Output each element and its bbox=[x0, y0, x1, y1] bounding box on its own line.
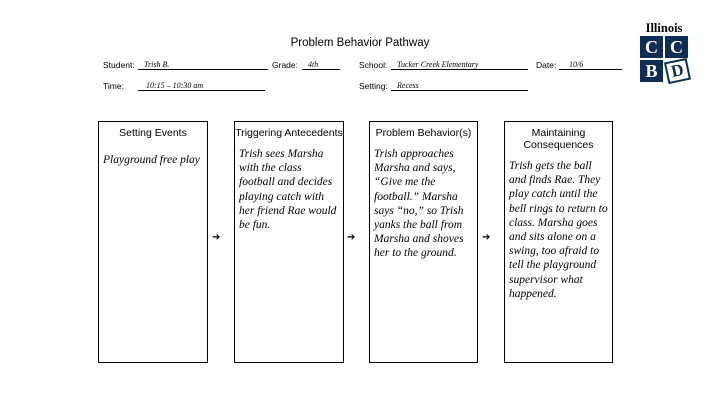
student-value: Trish B. bbox=[138, 60, 268, 70]
maintaining-consequences-box bbox=[504, 121, 613, 363]
school-value: Tucker Creek Elementary bbox=[391, 60, 528, 70]
setting-value: Recess bbox=[391, 81, 528, 91]
date-field bbox=[536, 60, 622, 70]
arrow-icon: ➔ bbox=[347, 232, 356, 243]
problem-behavior-heading: Problem Behavior(s) bbox=[375, 127, 472, 139]
problem-behavior-box bbox=[369, 121, 478, 363]
illinois-ccbd-logo bbox=[636, 21, 692, 82]
school-field bbox=[359, 60, 528, 70]
setting-events-heading: Setting Events bbox=[119, 127, 187, 139]
setting-field bbox=[359, 81, 528, 91]
arrow-icon: ➔ bbox=[212, 232, 221, 243]
problem-behavior-text: Trish approaches Marsha and says, “Give me the football.” Marsha says “no,” so Trish yanks the ball from Marsha and shoves her to the ground. bbox=[374, 148, 464, 260]
arrow-icon: ➔ bbox=[482, 232, 491, 243]
grade-label: Grade: bbox=[272, 60, 298, 70]
maintaining-consequences-heading: Maintaining Consequences bbox=[523, 127, 594, 151]
maintaining-consequences-text: Trish gets the ball and finds Rae. They play catch until the bell rings to return to class. Marsha goes and sits alone on a swing, too afraid to tell the playground supervisor what happened. bbox=[509, 160, 608, 300]
triggering-antecedents-heading: Triggering Antecedents bbox=[235, 127, 343, 139]
logo-tile-c2: C bbox=[665, 36, 688, 58]
logo-tile-c1: C bbox=[640, 36, 663, 58]
time-label: Time: bbox=[103, 81, 124, 91]
setting-events-text: Playground free play bbox=[103, 154, 200, 166]
setting-events-box bbox=[98, 121, 208, 363]
logo-word: Illinois bbox=[645, 21, 683, 35]
student-field bbox=[103, 60, 268, 70]
date-value: 10/6 bbox=[559, 60, 622, 70]
logo-tile-b: B bbox=[640, 60, 663, 82]
student-label: Student: bbox=[103, 60, 135, 70]
logo-tile-d: D bbox=[664, 58, 691, 84]
grade-value: 4th bbox=[302, 60, 340, 70]
setting-label: Setting: bbox=[359, 81, 388, 91]
time-field bbox=[103, 81, 265, 91]
triggering-antecedents-box bbox=[234, 121, 344, 363]
grade-field bbox=[272, 60, 340, 70]
date-label: Date: bbox=[536, 60, 557, 70]
school-label: School: bbox=[359, 60, 388, 70]
time-value: 10:15 – 10:30 am bbox=[138, 81, 265, 91]
triggering-antecedents-text: Trish sees Marsha with the class football and decides playing catch with her friend Rae would be fun. bbox=[239, 148, 337, 232]
page-title: Problem Behavior Pathway bbox=[290, 37, 430, 49]
